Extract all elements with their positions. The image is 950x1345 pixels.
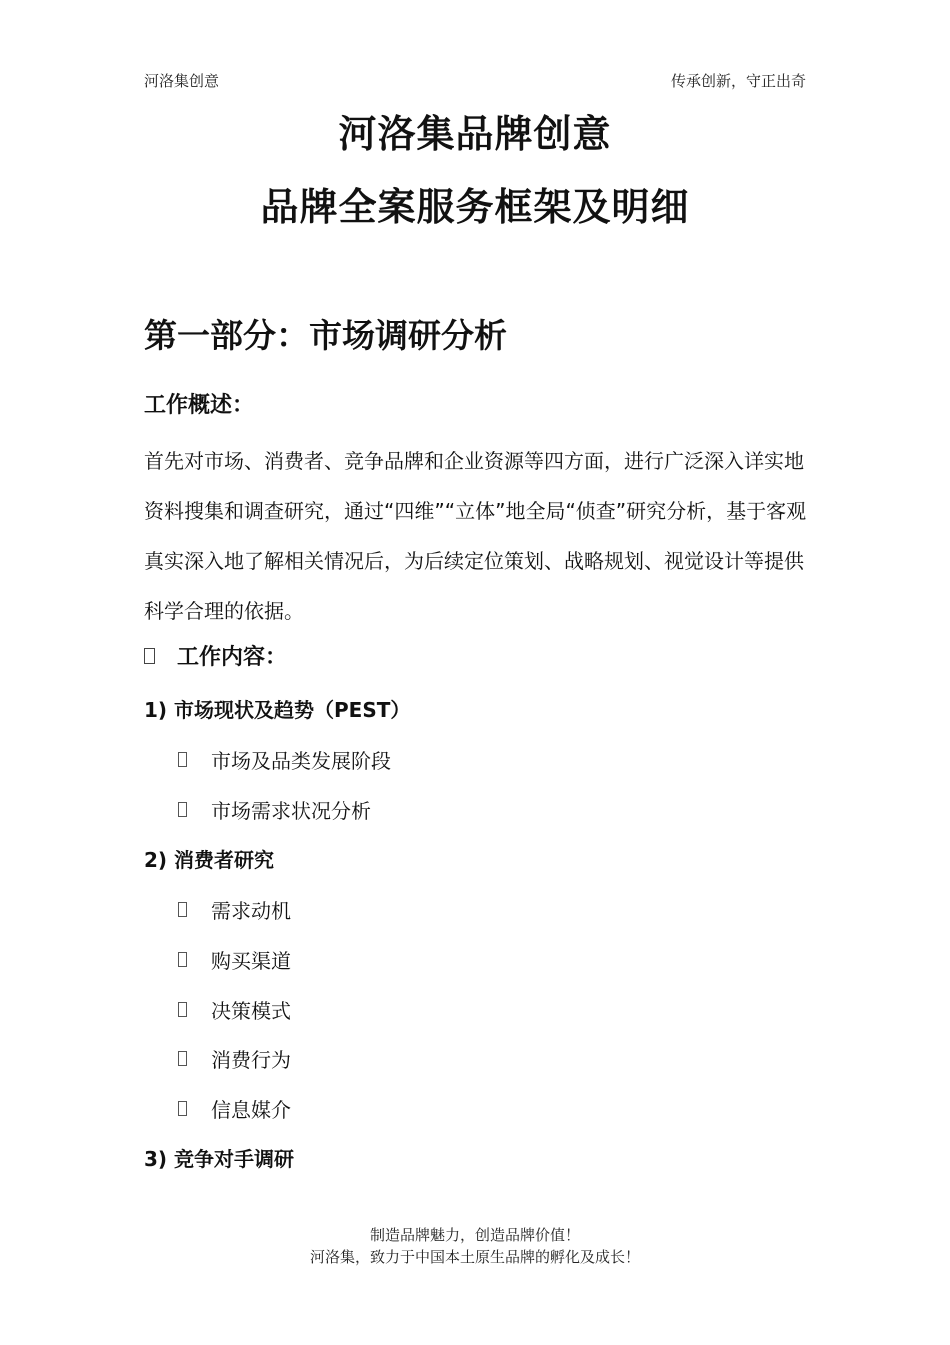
bullet-box-icon (178, 952, 187, 967)
bullet-box-icon (178, 752, 187, 767)
list-item-label: 消费行为 (211, 1048, 291, 1072)
bullet-box-icon (178, 1101, 187, 1116)
bullet-box-icon (178, 802, 187, 817)
bullet-box-icon (178, 1051, 187, 1066)
document-title-line2: 品牌全案服务框架及明细 (260, 185, 690, 229)
list-item-label: 市场需求状况分析 (211, 799, 371, 823)
content-heading (144, 640, 287, 671)
list-item (178, 995, 291, 1024)
group-title: 3) 竞争对手调研 (144, 1147, 295, 1171)
section-heading: 第一部分：市场调研分析 (144, 316, 507, 355)
bullet-box-icon (144, 648, 155, 664)
list-item-label: 信息媒介 (211, 1098, 291, 1122)
overview-heading: 工作概述： (144, 393, 255, 418)
list-item (178, 1094, 291, 1123)
list-item-label: 购买渠道 (211, 949, 291, 973)
list-item (178, 945, 291, 974)
list-item (178, 895, 291, 924)
header-right-slogan: 传承创新，守正出奇 (670, 72, 806, 90)
footer-line2: 河洛集，致力于中国本土原生品牌的孵化及成长！ (309, 1248, 640, 1266)
overview-paragraph: 首先对市场、消费者、竞争品牌和企业资源等四方面，进行广泛深入详实地资料搜集和调查研究，通过“四维”“立体”地全局“侦查”研究分析，基于客观真实深入地了解相关情况后，为后续定位策划、战略规划、视觉设计等提供科学合理的依据。 (144, 449, 807, 623)
content-heading-label: 工作内容： (177, 645, 288, 670)
list-item (178, 745, 391, 774)
list-item-label: 决策模式 (211, 999, 291, 1023)
list-item-label: 市场及品类发展阶段 (211, 749, 391, 773)
bullet-box-icon (178, 1002, 187, 1017)
list-item (178, 795, 371, 824)
header-left-text: 河洛集创意 (144, 72, 220, 90)
list-item-label: 需求动机 (211, 899, 291, 923)
group-title: 1) 市场现状及趋势（PEST） (144, 698, 411, 722)
footer-line1: 制造品牌魅力，创造品牌价值！ (369, 1226, 580, 1244)
document-title-line1: 河洛集品牌创意 (338, 112, 612, 156)
list-item (178, 1044, 291, 1073)
bullet-box-icon (178, 902, 187, 917)
group-title: 2) 消费者研究 (144, 848, 275, 872)
